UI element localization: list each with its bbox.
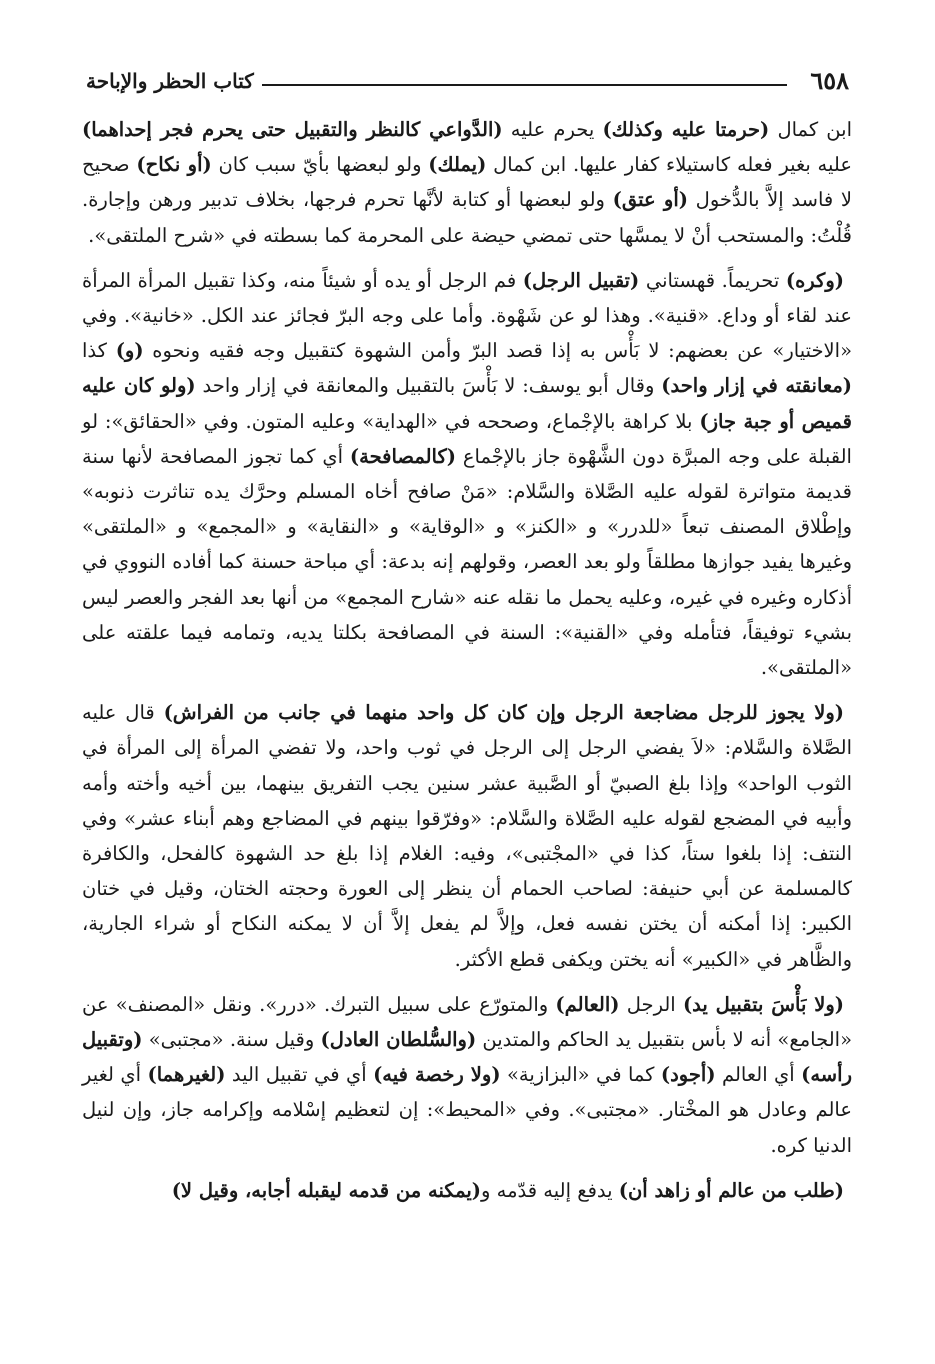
commentary-text: أي كما تجوز المصافحة لأنها سنة قديمة متواترة لقوله عليه الصَّلاة والسَّلام: «مَنْ صافح أخاه المسلم وحرَّك يده تناثرت ذنوبه» وإطْلاق المصنف تبعاً «للدرر» و «الكنز» و «الوقاية» و «النقاية» و «المجمع» و «الملتقى» وغيرها يفيد جوازها مطلقاً ولو بعد العصر، وقولهم إنه بدعة: أي مباحة حسنة كما أفاده النووي في أذكاره وغيره في غيره، وعليه يحمل ما نقله عنه «شارح المجمع» من أنها بعد الفجر والعصر ليس بشيء توفيقاً، فتأمله وفي «القنية»: السنة في المصافحة بكلتا يديه، وتمامه فيما علقته على «الملتقى». <box>82 444 852 680</box>
matn-text: (أو عتق) <box>612 188 688 212</box>
commentary-text: كذا <box>82 339 116 363</box>
page-number: ٦٥٨ <box>810 66 849 95</box>
paragraph <box>82 263 852 685</box>
commentary-text: وقال أبو يوسف: لا بَأْسَ بالتقبيل والمعانقة في إزار واحد <box>195 374 662 398</box>
matn-text: (يملك) <box>428 153 487 177</box>
matn-text: (أجود) <box>660 1063 716 1087</box>
matn-text: (الدَّواعي كالنظر والتقبيل حتى يحرم فجر إحداهما) <box>82 118 503 141</box>
matn-text: (ولو كان عليه قميص أو جبة جاز) <box>82 374 852 433</box>
commentary-text: وقيل سنة. «مجتبى» <box>142 1028 321 1052</box>
commentary-text: ولو لبعضها بأيّ سبب كان <box>211 153 429 177</box>
commentary-text: يحرم عليه <box>502 118 603 141</box>
commentary-text: أي العالم <box>715 1063 802 1087</box>
commentary-text: أي لغير عالم وعادل هو المخْتار. «مجتبى». وفي «المحيط»: إن لتعظيم إسْلامه وإكرامه جاز، وإن لنيل الدنيا كره. <box>82 1063 852 1157</box>
matn-text: (ولا بَأْسَ بتقبيل يد) <box>682 992 845 1016</box>
matn-text: (لغيرهما) <box>147 1063 226 1087</box>
commentary-text: يدفع إليه قدّمه و <box>481 1178 619 1202</box>
paragraph <box>82 1173 852 1208</box>
paragraph <box>82 695 852 977</box>
text-body <box>82 112 852 1218</box>
matn-text: (طلب من عالم أو زاهد أن) <box>618 1178 844 1202</box>
commentary-text: أي في تقبيل اليد <box>225 1063 374 1087</box>
header-rule <box>262 84 787 86</box>
matn-text: (وتقبيل رأسه) <box>82 1028 852 1087</box>
page-header <box>86 66 849 100</box>
matn-text: (وكره) <box>785 268 844 292</box>
matn-text: (والسُّلطان العادل) <box>320 1028 477 1052</box>
paragraph <box>82 987 852 1163</box>
matn-text: (كالمصافحة) <box>349 444 456 468</box>
matn-text: (العالم) <box>555 992 620 1016</box>
matn-text: (يمكنه من قدمه ليقبله أجابه، وقيل لا) <box>171 1178 482 1202</box>
commentary-text: قال عليه الصَّلاة والسَّلام: «لاَ يفضي الرجل إلى الرجل في ثوب واحد، ولا تفضي المرأة إلى المرأة في الثوب الواحد» وإذا بلغ الصبيّ أو الصَّبية عشر سنين يجب التفريق بينهما، بين أخيه وأخته وأمه وأبيه في المضجع لقوله عليه الصَّلاة والسَّلام: «وفرّقوا بينهم في المضاجع وهم أبناء عشر» وفي النتف: إذا بلغوا ستاً، كذا في «المجْتبى»، وفيه: الغلام إذا بلغ حد الشهوة كالفحل، والكافرة كالمسلمة عن أبي حنيفة: لصاحب الحمام أن ينظر إلى العورة وحجته الختان، وقيل في ختان الكبير: إذا أمكنه أن يختن نفسه فعل، وإلاَّ لم يفعل إلاَّ أن لا يمكنه النكاح أو شراء الجارية، والظَّاهر في «الكبير» أنه يختن ويكفى قطع الأكثر. <box>82 701 852 971</box>
commentary-text: تحريماً. قهستاني <box>639 268 786 292</box>
matn-text: (معانقته في إزار واحد) <box>661 374 852 398</box>
paragraph <box>82 112 852 253</box>
commentary-text: عليه بغير فعله كاستيلاء كفار عليها. ابن كمال <box>486 153 852 177</box>
matn-text: (و) <box>115 339 144 363</box>
commentary-text: ابن كمال <box>769 118 852 141</box>
commentary-text: بلا كراهة بالإجْماع، وصححه في «الهداية» وعليه المتون. وفي «الحقائق»: لو القبلة على وجه المبرَّة دون الشَّهْوة جاز بالإجْماع <box>82 409 852 468</box>
commentary-text: والمتورّع على سبيل التبرك. «درر». ونقل «المصنف» عن «الجامع» أنه لا بأس بتقبيل يد الحاكم والمتدين <box>82 992 852 1052</box>
matn-text: (ولا يجوز للرجل مضاجعة الرجل وإن كان كل واحد منهما في جانب من الفراش) <box>163 701 844 725</box>
running-title: كتاب الحظر والإباحة <box>86 69 254 93</box>
matn-text: (ولا رخصة فيه) <box>373 1063 501 1087</box>
commentary-text: فم الرجل أو يده أو شيئاً منه، وكذا تقبيل المرأة المرأة عند لقاء أو وداع. «قنية». وهذا لو عن شَهْوة. وأما على وجه البرّ فجائز عند الكل. «خانية». وفي «الاختيار» عن بعضهم: لا بَأْس به إذا قصد البرّ وأمن الشهوة كتقبيل وجه فقيه ونحوه <box>82 268 852 363</box>
matn-text: (أو نكاح) <box>136 153 212 177</box>
matn-text: (حرمتا عليه وكذلك) <box>602 118 770 141</box>
commentary-text: صحيح لا فاسد إلاَّ بالدُّخول <box>82 153 853 212</box>
commentary-text: كما في «البزازية» <box>500 1063 661 1087</box>
commentary-text: ولو لبعضها أو كتابة لأنَّها تحرم فرجها، بخلاف تدبير ورهن وإجارة. قُلْتُ: والمستحب أنْ لا يمسَّها حتى تمضي حيضة على المحرمة كما بسطته في «شرح الملتقى». <box>82 188 852 247</box>
matn-text: (تقبيل الرجل) <box>522 268 640 292</box>
commentary-text: الرجل <box>619 992 683 1016</box>
